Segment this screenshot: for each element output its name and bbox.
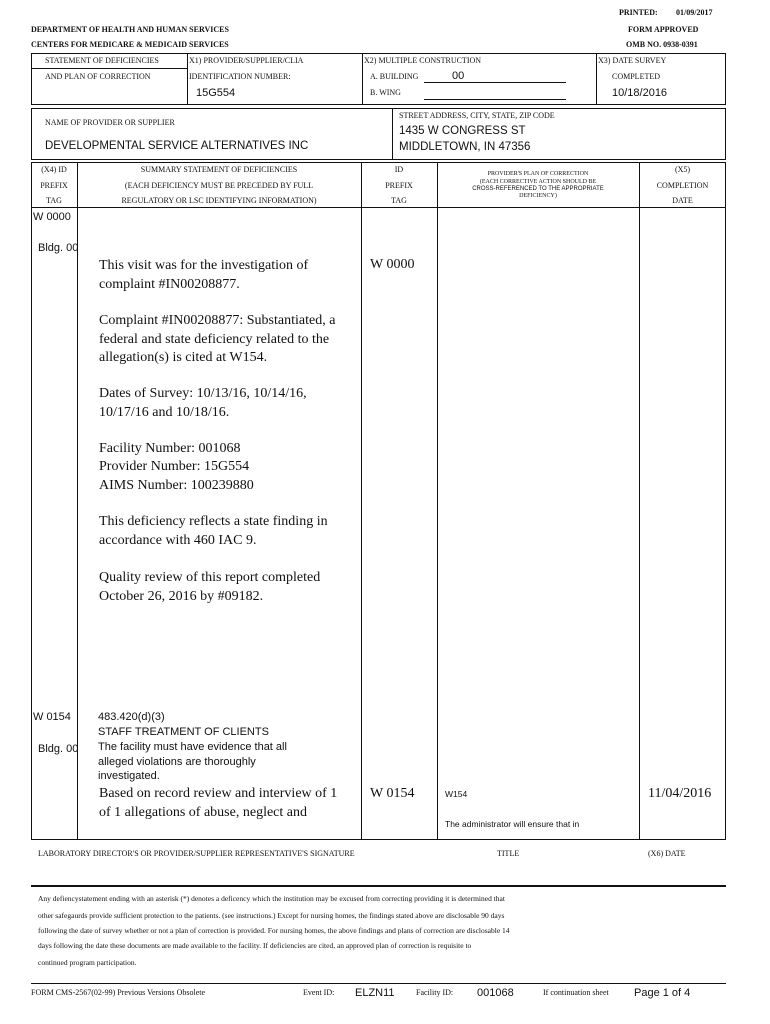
paragraph-quality-review: Quality review of this report completed October 26, 2016 by #09182. xyxy=(99,570,321,604)
tag-w0154: W 0154 xyxy=(33,711,71,723)
x1-label-1: X1) PROVIDER/SUPPLIER/CLIA xyxy=(189,56,304,65)
footnote-line-3: following the date of survey whether or not a plan of correction is provided. For nursing homes, the above findings and plans of correction are disclosable 14 xyxy=(38,926,510,935)
signature-label: LABORATORY DIRECTOR'S OR PROVIDER/SUPPLIER REPRESENTATIVE'S SIGNATURE xyxy=(38,849,355,858)
provider-box xyxy=(31,108,726,160)
footer-rule xyxy=(31,983,726,984)
summary-header-1: SUMMARY STATEMENT OF DEFICIENCIES xyxy=(140,165,298,174)
facility-number: Facility Number: 001068 xyxy=(99,441,241,456)
x6-date-label: (X6) DATE xyxy=(648,849,686,858)
centers-title: CENTERS FOR MEDICARE & MEDICAID SERVICES xyxy=(31,40,229,49)
summary-header-2: (EACH DEFICIENCY MUST BE PRECEDED BY FULL xyxy=(124,181,314,190)
plan-header-1: PROVIDER'S PLAN OF CORRECTION xyxy=(487,171,589,177)
id-header-2: PREFIX xyxy=(385,181,413,190)
paragraph-complaint: Complaint #IN00208877: Substantiated, a federal and state deficiency related to the allegation(s) is cited at W154. xyxy=(99,313,336,365)
x4-header-2: PREFIX xyxy=(40,181,68,190)
address-line-2: MIDDLETOWN, IN 47356 xyxy=(399,141,531,153)
event-id-label: Event ID: xyxy=(303,988,335,997)
regulation-text: The facility must have evidence that all alleged violations are thoroughly investigated. xyxy=(98,741,287,782)
x5-header-1: (X5) xyxy=(674,165,691,174)
footnote-line-4: days following the date these documents are made available to the facility. If deficiencies are cited, an approved plan of correction is requisite to xyxy=(38,941,472,950)
address-label: STREET ADDRESS, CITY, STATE, ZIP CODE xyxy=(399,111,555,120)
plan-header-4: DEFICIENCY) xyxy=(519,193,557,199)
building-label: A. BUILDING xyxy=(370,72,419,81)
bldg-2: Bldg. 00 xyxy=(38,743,79,755)
address-line-1: 1435 W CONGRESS ST xyxy=(399,125,526,137)
summary-header-3: REGULATORY OR LSC IDENTIFYING INFORMATION) xyxy=(121,196,317,205)
x2-label: X2) MULTIPLE CONSTRUCTION xyxy=(364,56,482,65)
page-number: Page 1 of 4 xyxy=(634,987,691,999)
facility-id-label: Facility ID: xyxy=(416,988,454,997)
printed-date: 01/09/2017 xyxy=(676,8,713,17)
footnote-line-1: Any defiencystatement ending with an asterisk (*) denotes a deficency which the institution may be excused from correcting providing it is determined that xyxy=(38,894,505,903)
regulation-number: 483.420(d)(3) xyxy=(98,711,165,723)
facility-id-value: 001068 xyxy=(477,987,514,999)
plan-header-2: (EACH CORRECTIVE ACTION SHOULD BE xyxy=(479,179,597,185)
regulation-title: STAFF TREATMENT OF CLIENTS xyxy=(98,726,269,738)
tag-w0000: W 0000 xyxy=(33,211,71,223)
x5-header-2: COMPLETION xyxy=(656,181,709,190)
provider-number: Provider Number: 15G554 xyxy=(99,459,250,474)
wing-field xyxy=(424,88,566,100)
id-header-1: ID xyxy=(394,165,404,174)
paragraph-record-review: Based on record review and interview of 1 of 1 allegations of abuse, neglect and xyxy=(99,786,338,820)
id-header-3: TAG xyxy=(391,196,407,205)
form-number: FORM CMS-2567(02-99) Previous Versions Obsolete xyxy=(31,988,206,997)
x3-label-2: COMPLETED xyxy=(612,72,660,81)
aims-number: AIMS Number: 100239880 xyxy=(99,478,254,493)
building-value: 00 xyxy=(424,70,566,83)
statement-label-1: STATEMENT OF DEFICIENCIES xyxy=(45,56,159,65)
paragraph-state-finding: This deficiency reflects a state finding in accordance with 460 IAC 9. xyxy=(99,514,328,548)
provider-name-label: NAME OF PROVIDER OR SUPPLIER xyxy=(45,118,175,127)
footnote-line-2: other safegaurds provide sufficient protection to the patients. (see instructions.) Except for nursing homes, the findings stated above are disclosable 90 days xyxy=(38,911,505,920)
paragraph-dates: Dates of Survey: 10/13/16, 10/14/16, 10/17/16 and 10/18/16. xyxy=(99,386,307,420)
footnote-line-5: continued program participation. xyxy=(38,958,137,967)
paragraph-visit: This visit was for the investigation of complaint #IN00208877. xyxy=(99,258,309,292)
separator xyxy=(31,885,726,887)
continuation-label: If continuation sheet xyxy=(543,988,609,997)
id-tag-w0000: W 0000 xyxy=(370,257,415,272)
printed-label: PRINTED: xyxy=(619,8,658,17)
title-label: TITLE xyxy=(497,849,520,858)
bldg-1: Bldg. 00 xyxy=(38,242,79,254)
plan-tag: W154 xyxy=(445,789,468,799)
completion-date: 11/04/2016 xyxy=(648,786,712,801)
provider-name: DEVELOPMENTAL SERVICE ALTERNATIVES INC xyxy=(45,140,309,152)
plan-text: The administrator will ensure that in xyxy=(445,819,580,829)
omb-number: OMB NO. 0938-0391 xyxy=(626,40,698,49)
x1-value: 15G554 xyxy=(196,87,236,99)
plan-header-3: CROSS-REFERENCED TO THE APPROPRIATE xyxy=(472,186,604,192)
department-title: DEPARTMENT OF HEALTH AND HUMAN SERVICES xyxy=(31,25,229,34)
x4-header-3: TAG xyxy=(46,196,62,205)
x4-header-1: (X4) ID xyxy=(41,165,67,174)
x5-header-3: DATE xyxy=(672,196,693,205)
event-id-value: ELZN11 xyxy=(355,987,395,999)
x1-label-2: IDENTIFICATION NUMBER: xyxy=(189,72,291,81)
x3-value: 10/18/2016 xyxy=(612,87,668,99)
form-approved: FORM APPROVED xyxy=(628,25,699,34)
id-tag-w0154: W 0154 xyxy=(370,786,415,801)
x3-label-1: X3) DATE SURVEY xyxy=(598,56,667,65)
wing-label: B. WING xyxy=(370,88,401,97)
statement-label-2: AND PLAN OF CORRECTION xyxy=(45,72,151,81)
